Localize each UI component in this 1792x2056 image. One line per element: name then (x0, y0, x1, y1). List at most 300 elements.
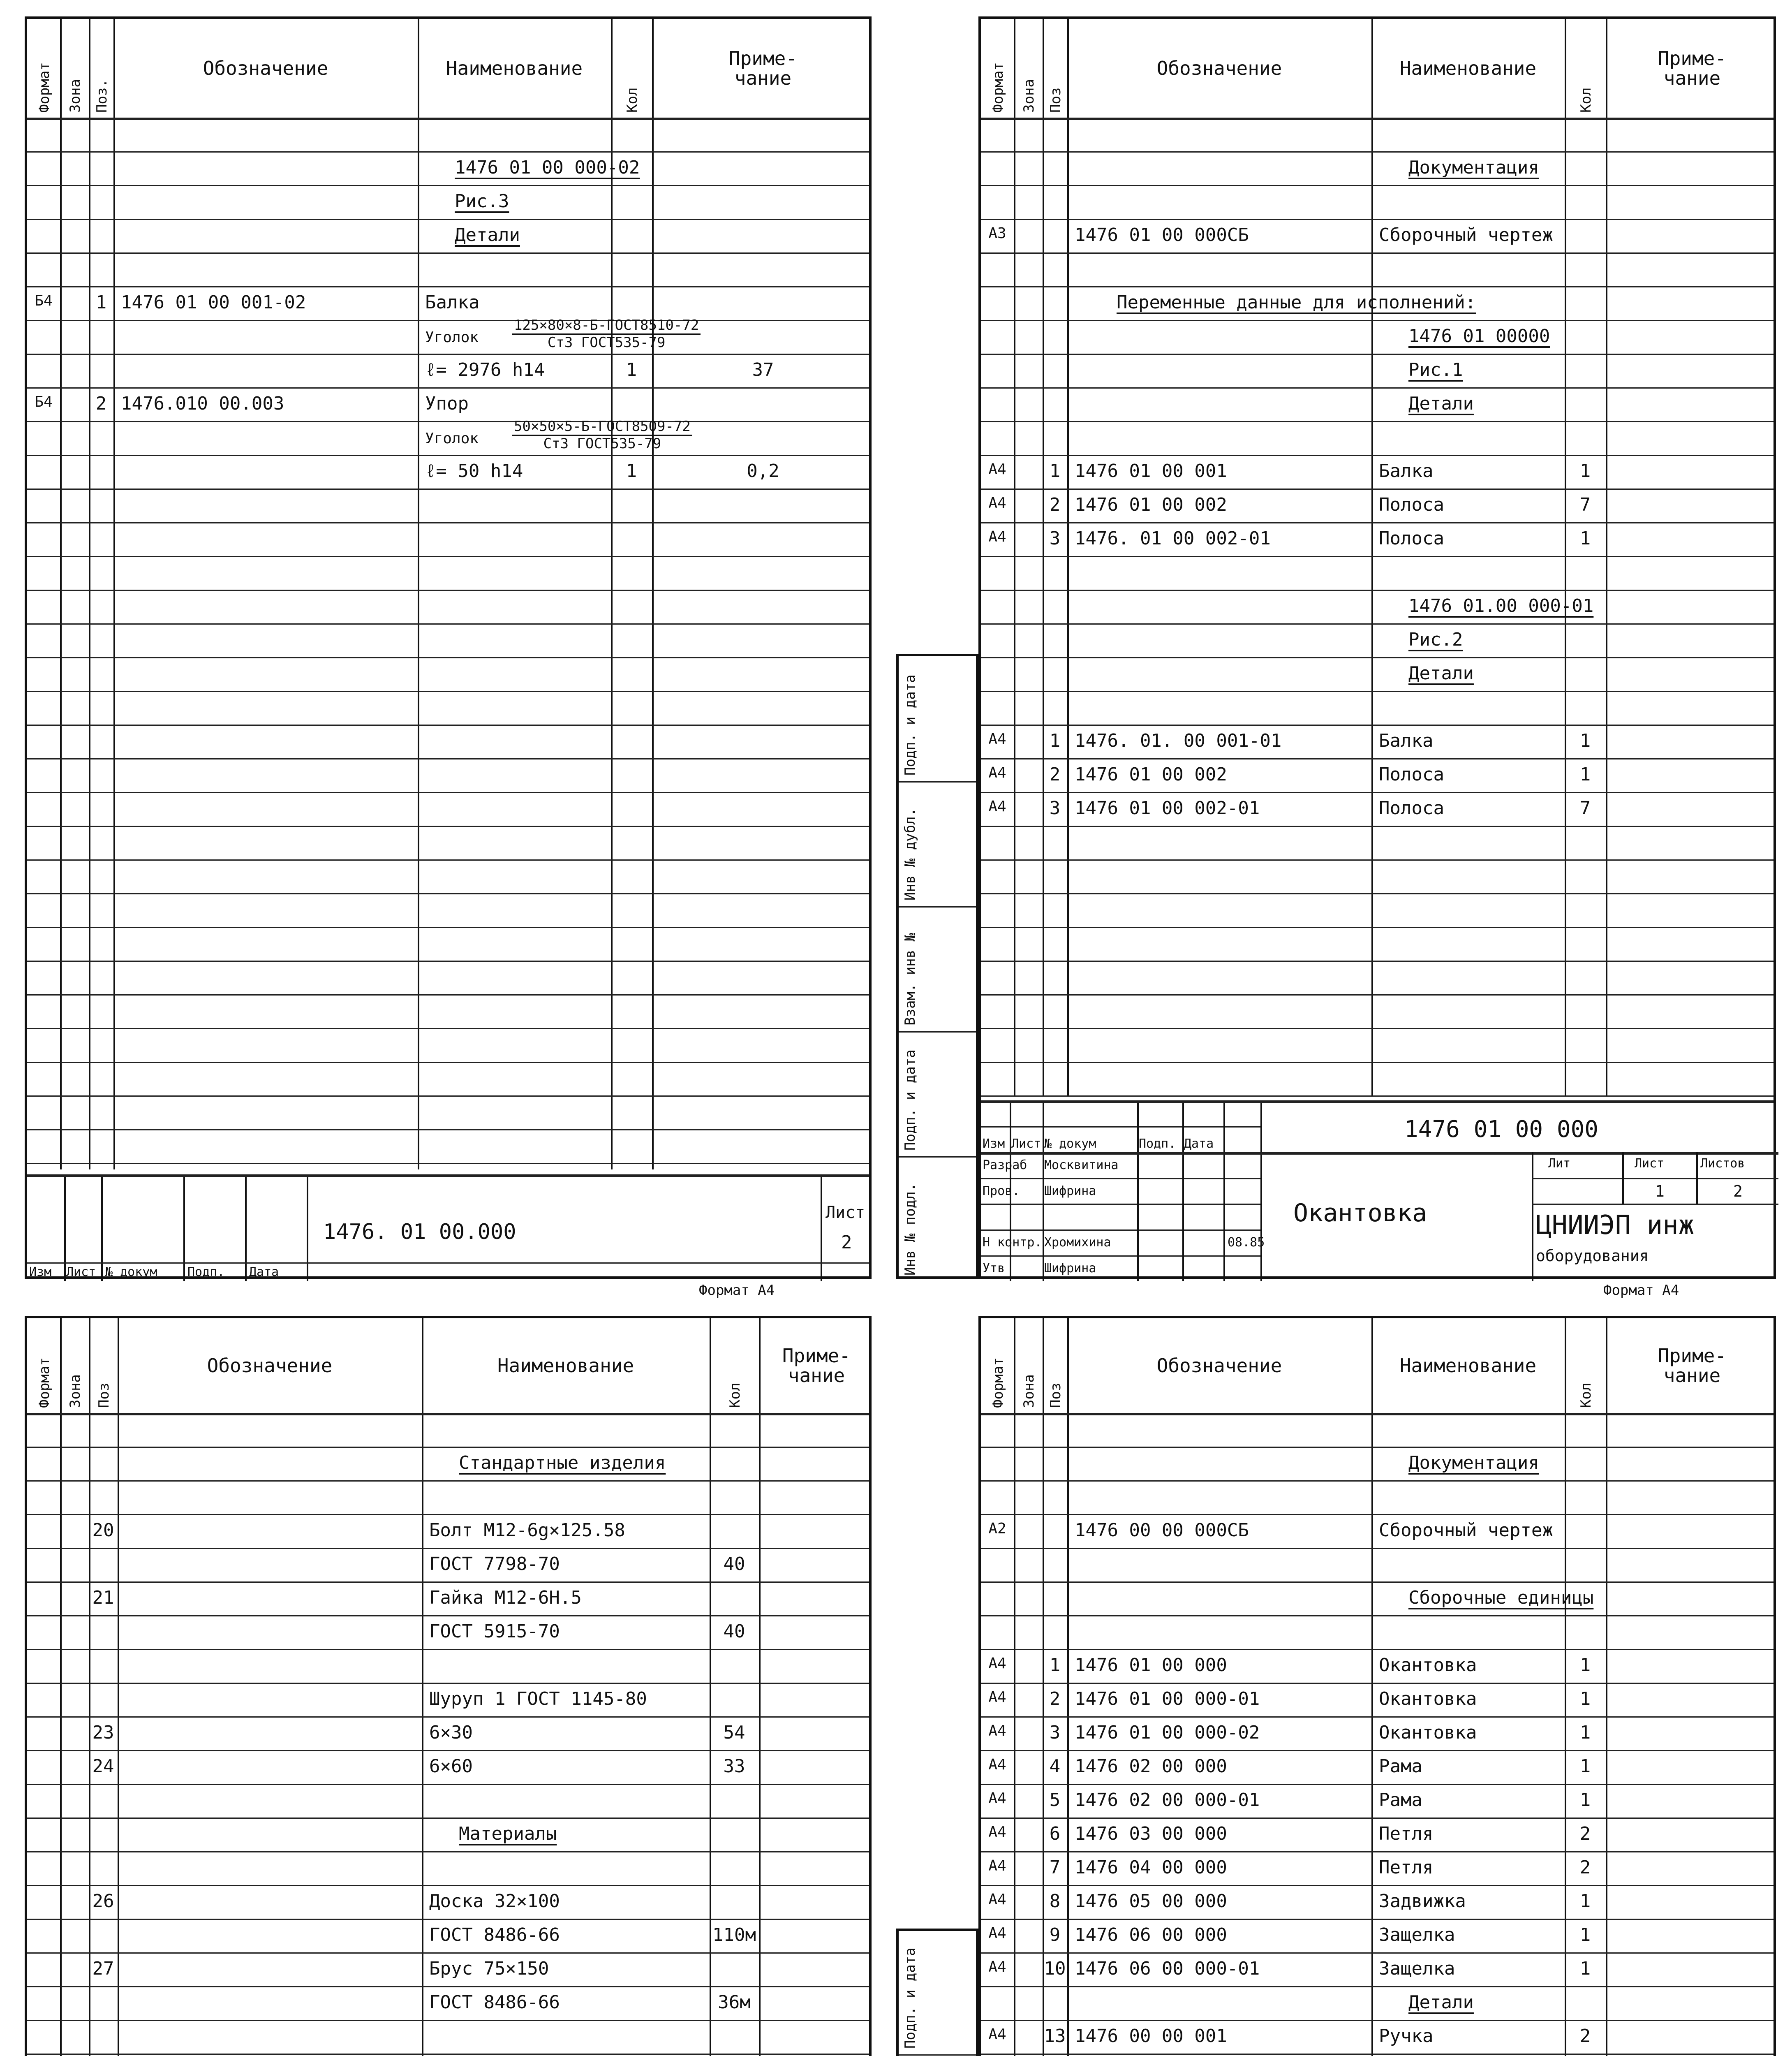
sheet2-row-rule (981, 1028, 1774, 1029)
sheet2-title-block (981, 1100, 1778, 1281)
sheet2-stamp-date: 08.85 (1228, 1235, 1265, 1250)
sheet2-sheet-number: 1 (1655, 1182, 1665, 1200)
sheet3-header-note: Приме- чание (782, 1344, 851, 1387)
sheet1-row-rule (27, 893, 869, 894)
sheet3-column-rule (118, 1318, 119, 2056)
sheet1-stamp-list: Лист (66, 1265, 96, 1279)
sheet2-cell-code: 1476 01 00 001 (1075, 461, 1227, 482)
sheet1-column-rule (60, 19, 62, 1169)
sheet2-stamp-data: Дата (1184, 1136, 1214, 1151)
sheet2-cell-fmt: А4 (988, 731, 1006, 748)
sheet1-row-rule (27, 320, 869, 321)
sheet1-row-rule (27, 1129, 869, 1130)
sheet1-row-rule (27, 556, 869, 557)
sheet2-header-pos2: Поз (1047, 87, 1064, 113)
sheet1-profile-standard: 50×50×5-Б-ГОСТ8509-72 (512, 419, 692, 436)
sheet2-row-rule (981, 522, 1774, 523)
sheet3-row-rule (27, 1784, 869, 1785)
sheet4-cell-pos: 6 (1049, 1823, 1061, 1845)
sheet1-row-rule (27, 758, 869, 759)
sheet3-header-zone: Зона (67, 1374, 83, 1408)
sheet4-frame (978, 1316, 1776, 2056)
sheet2-row-rule (981, 489, 1774, 490)
sheet2-stamp-role-nkontr: Н контр. (983, 1235, 1042, 1250)
sheet1-sheet-number: 2 (841, 1232, 852, 1253)
sheet2-header-note: Приме- чание (1658, 47, 1727, 89)
sheet4-cell-qty: 1 (1579, 1722, 1591, 1743)
sheet2-stamp-row (981, 1255, 1260, 1257)
sheet1-row-rule (27, 590, 869, 591)
sheet1-row-rule (27, 286, 869, 287)
sheet2-title-rule (981, 1100, 1774, 1103)
sheet1-row-rule (27, 725, 869, 726)
sheet3-row-rule (27, 1615, 869, 1616)
sheet2-cell-fmt: А4 (988, 461, 1006, 478)
sheet4-row-rule (981, 2054, 1774, 2055)
sheet4-row-rule (981, 1649, 1774, 1650)
sheet4-cell-code: 1476 01 00 000-01 (1075, 1688, 1260, 1710)
sheet2-lit-col (1532, 1152, 1533, 1281)
sheet4-cell-code: 1476 00 00 001 (1075, 2026, 1227, 2047)
sheet2-stamp-izm: Изм (983, 1136, 1005, 1151)
sheet3-cell-qty: 40 (723, 1621, 745, 1642)
sheet3-row-rule (27, 1952, 869, 1954)
sheet4-cell-code: 1476 06 00 000-01 (1075, 1958, 1260, 1980)
sheet2-header-format: Формат (990, 62, 1006, 113)
sheet2-row-rule (981, 961, 1774, 962)
sheet4-cell-qty: 1 (1579, 1790, 1591, 1811)
sheet3-row-rule (27, 1581, 869, 1583)
sheet3-cell-qty: 110м (712, 1924, 756, 1946)
sheet2-sheet (896, 16, 1776, 1304)
sheet4-cell-name: Детали (1408, 1992, 1474, 2013)
sheet2-stamp-list: Лист (1011, 1136, 1041, 1151)
sheet2-cell-fmt: А4 (988, 528, 1006, 546)
sheet4-cell-code: 1476 01 00 000-02 (1075, 1722, 1260, 1743)
sheet3-row-rule (27, 1716, 869, 1718)
sheet2-column-rule (1371, 19, 1373, 1095)
sheet2-row-rule (981, 455, 1774, 456)
sheet3-row-rule (27, 2020, 869, 2021)
sheet2-cell-name: 1476 01.00 000-01 (1408, 595, 1594, 617)
sheet4-cell-code: 1476 03 00 000 (1075, 1823, 1227, 1845)
sheet4-cell-name: Петля (1379, 1823, 1434, 1845)
sheet2-stamp-col (1182, 1100, 1184, 1281)
sheet3-cell-name: Брус 75×150 (429, 1958, 549, 1980)
sheet4-cell-code: 1476 04 00 000 (1075, 1857, 1227, 1878)
sheet4-cell-name: Защелка (1379, 1924, 1455, 1946)
sheet4-cell-name: Сборочный чертеж (1379, 1520, 1553, 1541)
sheet4-side-rule (899, 2054, 976, 2056)
sheet2-stamp-role-prov: Пров. (983, 1183, 1020, 1198)
sheet2-side-rule (899, 781, 976, 783)
sheet3-row-rule (27, 1447, 869, 1448)
sheet1-row-rule (27, 421, 869, 422)
sheet3-row-rule (27, 2054, 869, 2055)
sheet2-product-name: Окантовка (1293, 1198, 1427, 1227)
sheet1-material-standard: Ст3 ГОСТ535-79 (543, 435, 661, 452)
sheet2-cell-name: Сборочный чертеж (1379, 225, 1553, 246)
sheet4-cell-name: Окантовка (1379, 1688, 1477, 1710)
sheet2-row-rule (981, 792, 1774, 793)
sheet2-cell-fmt: А4 (988, 764, 1006, 782)
sheet3-cell-name: Болт М12-6g×125.58 (429, 1520, 625, 1541)
sheet4-column-rule (1565, 1318, 1566, 2056)
sheet1-cell-profile: Уголок (425, 329, 479, 346)
sheet1-title-col (64, 1174, 66, 1281)
sheet3-row-rule (27, 1649, 869, 1650)
sheet1-cell-name: Рис.3 (455, 191, 509, 212)
sheet3-frame (25, 1316, 872, 2056)
sheet2-row-rule (981, 320, 1774, 321)
sheet2-cell-fmt: А4 (988, 495, 1006, 512)
sheet4-header-name: Наименование (1399, 1354, 1537, 1377)
sheet4-row-rule (981, 2020, 1774, 2021)
sheet2-stamp-role-utv: Утв (983, 1261, 1005, 1276)
sheet1-header-format: Формат (36, 62, 53, 113)
sheet2-stamp-listov: Листов (1700, 1156, 1745, 1171)
sheet4-cell-qty: 2 (1579, 1857, 1591, 1878)
sheet4-column-rule (1371, 1318, 1373, 2056)
sheet2-row-rule (981, 927, 1774, 928)
sheet2-cell-pos: 3 (1049, 528, 1061, 549)
sheet2-stamp-list2: Лист (1635, 1156, 1665, 1171)
sheet3-column-rule (422, 1318, 423, 2056)
sheet2-row-rule (981, 657, 1774, 658)
sheet3-row-rule (27, 1885, 869, 1886)
sheet1-material-standard: Ст3 ГОСТ535-79 (547, 334, 666, 351)
sheet4-cell-fmt: А4 (988, 1790, 1006, 1807)
sheet3-header-format: Формат (36, 1357, 53, 1408)
sheet1-row-rule (27, 185, 869, 186)
sheet4-row-rule (981, 1581, 1774, 1583)
sheet4-cell-fmt: А4 (988, 2026, 1006, 2043)
sheet4-cell-fmt: А2 (988, 1520, 1006, 1537)
sheet4-cell-fmt: А4 (988, 1824, 1006, 1841)
sheet2-header-qty: Кол (1578, 87, 1594, 113)
sheet4-cell-pos: 5 (1049, 1790, 1061, 1811)
sheet2-cell-name: Документация (1408, 157, 1539, 178)
sheet1-column-rule (418, 19, 419, 1169)
sheet1-row-rule (27, 859, 869, 861)
sheet4-row-rule (981, 1447, 1774, 1448)
sheet1-row-rule (27, 1062, 869, 1063)
sheet2-side-label: Взам. инв № (902, 933, 918, 1026)
sheet3-header-rule (27, 1413, 869, 1415)
sheet2-cell-pos: 2 (1049, 764, 1061, 785)
sheet4-cell-code: 1476 00 00 000СБ (1075, 1520, 1249, 1541)
sheet2-column-rule (1565, 19, 1566, 1095)
sheet3-header-qty: Кол (727, 1382, 743, 1408)
sheet4-cell-pos: 1 (1049, 1655, 1061, 1676)
sheet1-cell-note: 37 (752, 359, 774, 381)
sheet2-row-rule (981, 185, 1774, 186)
sheet1-title-block (27, 1174, 874, 1281)
sheet1-header-name: Наименование (446, 57, 583, 79)
sheet1-stamp-ndoc: № докум (105, 1265, 157, 1279)
sheet2-row-rule (981, 758, 1774, 759)
sheet2-cell-name: 1476 01 00000 (1408, 326, 1550, 347)
sheet2-header-designation: Обозначение (1156, 57, 1282, 79)
sheet2-cell-name: Рис.1 (1408, 359, 1463, 381)
sheet1-cell-name: Балка (425, 292, 480, 313)
sheet2-column-rule (1014, 19, 1015, 1095)
sheet2-frame (978, 16, 1776, 1279)
sheet4-cell-fmt: А4 (988, 1756, 1006, 1774)
sheet2-cell-fmt: А3 (988, 225, 1006, 242)
sheet1-row-rule (27, 387, 869, 389)
sheet2-header-rule (981, 118, 1774, 120)
sheet3-cell-name: ГОСТ 7798-70 (429, 1554, 560, 1575)
sheet2-stamp-row (981, 1126, 1260, 1128)
sheet2-row-rule (981, 151, 1774, 153)
sheet4-cell-pos: 4 (1049, 1756, 1061, 1777)
sheet2-cell-name: Рис.2 (1408, 629, 1463, 651)
sheet1-row-rule (27, 961, 869, 962)
sheet3-row-rule (27, 1818, 869, 1819)
sheet2-lit-rule (1532, 1204, 1778, 1205)
sheet4-cell-qty: 2 (1579, 2026, 1591, 2047)
sheet4-cell-name: Рама (1379, 1756, 1422, 1777)
sheet2-cell-code: 1476. 01. 00 001-01 (1075, 730, 1282, 752)
sheet3-cell-pos: 24 (92, 1756, 114, 1777)
sheet3-cell-pos: 23 (92, 1722, 114, 1743)
sheet1-title-col (101, 1174, 103, 1281)
sheet4-column-rule (1606, 1318, 1607, 2056)
sheet1-cell-pos: 2 (95, 393, 107, 414)
sheet1-row-rule (27, 252, 869, 254)
sheet1-stamp-data: Дата (249, 1265, 279, 1279)
sheet1-cell-profile: Уголок (425, 430, 479, 447)
sheet4-row-rule (981, 1986, 1774, 1987)
sheet2-sheet-count: 2 (1733, 1182, 1743, 1200)
sheet3-cell-name: ГОСТ 8486-66 (429, 1992, 560, 2013)
sheet4-cell-code: 1476 05 00 000 (1075, 1891, 1227, 1912)
sheet2-row-rule (981, 354, 1774, 355)
sheet2-cell-fmt: А4 (988, 798, 1006, 815)
sheet1-document-code: 1476. 01 00.000 (323, 1220, 516, 1244)
sheet2-stamp-person-prov: Шифрина (1044, 1183, 1096, 1198)
sheet3-cell-pos: 27 (92, 1958, 114, 1980)
sheet2-row-rule (981, 387, 1774, 389)
sheet4-cell-code: 1476 01 00 000 (1075, 1655, 1227, 1676)
sheet2-stamp-person-nkontr: Хромихина (1044, 1235, 1111, 1250)
sheet1-stamp-podp: Подп. (187, 1265, 225, 1279)
sheet4-cell-qty: 1 (1579, 1756, 1591, 1777)
sheet4-cell-pos: 3 (1049, 1722, 1061, 1743)
sheet1-title-col (183, 1174, 185, 1281)
sheet2-stamp-row (981, 1178, 1260, 1179)
sheet1-row-rule (27, 489, 869, 490)
sheet4-cell-code: 1476 06 00 000 (1075, 1924, 1227, 1946)
sheet4-column-rule (1014, 1318, 1015, 2056)
sheet2-row-rule (981, 623, 1774, 625)
sheet4-cell-name: Рама (1379, 1790, 1422, 1811)
sheet2-header-zone: Зона (1021, 79, 1037, 113)
sheet4-cell-name: Сборочные единицы (1408, 1587, 1594, 1609)
sheet2-row-rule (981, 1095, 1774, 1097)
sheet4-cell-name: Защелка (1379, 1958, 1455, 1980)
sheet1-cell-code: 1476 01 00 001-02 (121, 292, 306, 313)
sheet2-side-label: Инв № дубл. (902, 808, 918, 901)
sheet2-stamp-role-razrab: Разраб (983, 1158, 1027, 1172)
sheet2-cell-qty: 7 (1579, 494, 1591, 516)
sheet2-cell-qty: 1 (1579, 461, 1591, 482)
sheet2-side-label: Инв № подл. (902, 1183, 918, 1276)
sheet1-column-rule (89, 19, 90, 1169)
sheet2-format-label: Формат А4 (1603, 1282, 1679, 1299)
sheet4-row-rule (981, 1851, 1774, 1852)
sheet4-cell-pos: 13 (1044, 2026, 1066, 2047)
sheet2-cell-code: 1476 01 00 002-01 (1075, 798, 1260, 819)
sheet4-row-rule (981, 1919, 1774, 1920)
sheet2-cell-code: 1476. 01 00 002-01 (1075, 528, 1271, 549)
sheet4-cell-fmt: А4 (988, 1689, 1006, 1706)
sheet2-cell-pos: 3 (1049, 798, 1061, 819)
sheet1-row-rule (27, 1163, 869, 1164)
sheet1-cell-name: Упор (425, 393, 469, 414)
sheet3-row-rule (27, 1514, 869, 1515)
sheet4-header-zone: Зона (1021, 1374, 1037, 1408)
sheet1-stamp-izm: Изм (29, 1265, 52, 1279)
sheet1-header-zone: Зона (67, 79, 83, 113)
sheet2-cell-name: Балка (1379, 730, 1434, 752)
sheet1-cell-name: ℓ= 2976 h14 (425, 359, 545, 381)
sheet3-cell-name: ГОСТ 5915-70 (429, 1621, 560, 1642)
sheet4-cell-pos: 2 (1049, 1688, 1061, 1710)
sheet4-header-designation: Обозначение (1156, 1354, 1282, 1377)
sheet3-row-rule (27, 1986, 869, 1987)
sheet4-column-rule (1043, 1318, 1044, 2056)
sheet2-stamp-row (981, 1204, 1260, 1205)
sheet3-column-rule (60, 1318, 62, 2056)
sheet4-cell-name: Окантовка (1379, 1655, 1477, 1676)
sheet2-side-rule (899, 906, 976, 908)
sheet2-cell-pos: 1 (1049, 461, 1061, 482)
sheet4-row-rule (981, 1683, 1774, 1684)
sheet2-row-rule (981, 590, 1774, 591)
sheet1-column-rule (113, 19, 115, 1169)
sheet1-sheet-label: Лист (825, 1203, 865, 1222)
sheet2-cell-qty: 1 (1579, 764, 1591, 785)
sheet2-lit-col (1696, 1152, 1698, 1204)
sheet3-cell-name: 6×60 (429, 1756, 473, 1777)
sheet1-cell-name: ℓ= 50 h14 (425, 461, 523, 482)
sheet2-row-rule (981, 859, 1774, 861)
sheet2-stamp-person-razrab: Москвитина (1044, 1158, 1119, 1172)
sheet4-cell-fmt: А4 (988, 1925, 1006, 1942)
sheet4-side-label: Подп. и дата (902, 1947, 918, 2049)
sheet2-row-rule (981, 556, 1774, 557)
sheet1-cell-fmt: Б4 (35, 292, 53, 310)
sheet2-cell-name: Полоса (1379, 798, 1444, 819)
sheet1-row-rule (27, 1095, 869, 1097)
sheet1-column-rule (652, 19, 654, 1169)
sheet1-cell-qty: 1 (626, 359, 637, 381)
sheet4-row-rule (981, 1784, 1774, 1785)
sheet1-row-rule (27, 792, 869, 793)
sheet2-variable-data-heading: Переменные данные для исполнений: (1117, 292, 1476, 313)
sheet2-cell-code: 1476 01 00 000СБ (1075, 225, 1249, 246)
sheet3-cell-qty: 33 (723, 1756, 745, 1777)
sheet3-sheet (25, 1316, 872, 2056)
sheet2-row-rule (981, 219, 1774, 220)
sheet4-row-rule (981, 1548, 1774, 1549)
sheet1-header-note: Приме- чание (728, 47, 798, 89)
sheet1-row-rule (27, 151, 869, 153)
sheet1-row-rule (27, 219, 869, 220)
sheet2-row-rule (981, 1062, 1774, 1063)
sheet3-cell-name: Доска 32×100 (429, 1891, 560, 1912)
sheet2-column-rule (1043, 19, 1044, 1095)
sheet1-header-qty: Кол (624, 87, 640, 113)
sheet3-row-rule (27, 1750, 869, 1751)
sheet1-profile-fraction (512, 419, 692, 452)
sheet2-stamp-col (1137, 1100, 1139, 1281)
sheet2-lit-col (1622, 1152, 1624, 1204)
sheet4-cell-name: Петля (1379, 1857, 1434, 1878)
sheet4-header-rule (981, 1413, 1774, 1415)
sheet2-cell-name: Детали (1408, 393, 1474, 414)
sheet1-title-col (245, 1174, 247, 1281)
sheet2-stamp-person-utv: Шифрина (1044, 1261, 1096, 1276)
sheet3-column-rule (89, 1318, 90, 2056)
sheet2-cell-code: 1476 01 00 002 (1075, 764, 1227, 785)
sheet2-cell-pos: 2 (1049, 494, 1061, 516)
sheet2-row-rule (981, 691, 1774, 692)
sheet2-lit-rule (1532, 1178, 1778, 1179)
sheet2-cell-name: Балка (1379, 461, 1434, 482)
sheet2-cell-name: Детали (1408, 663, 1474, 684)
sheet2-stamp-lit: Лит (1548, 1156, 1571, 1171)
sheet1-title-mid-rule (27, 1262, 869, 1264)
sheet2-cell-qty: 7 (1579, 798, 1591, 819)
sheet4-cell-qty: 1 (1579, 1958, 1591, 1980)
sheet1-format-label: Формат А4 (699, 1282, 775, 1299)
sheet2-side-label: Подп. и дата (902, 674, 918, 776)
sheet2-row-rule (981, 893, 1774, 894)
sheet2-document-code: 1476 01 00 000 (1404, 1116, 1599, 1143)
sheet4-cell-pos: 8 (1049, 1891, 1061, 1912)
sheet1-column-rule (611, 19, 613, 1169)
sheet2-column-rule (1067, 19, 1069, 1095)
sheet2-stamp-col (1260, 1100, 1262, 1281)
sheet3-cell-name: Гайка М12-6Н.5 (429, 1587, 582, 1609)
sheet3-cell-pos: 20 (92, 1520, 114, 1541)
sheet1-title-col (307, 1174, 308, 1281)
sheet4-cell-name: Задвижка (1379, 1891, 1466, 1912)
sheet1-row-rule (27, 691, 869, 692)
sheet1-row-rule (27, 657, 869, 658)
sheet3-cell-qty: 54 (723, 1722, 745, 1743)
sheet1-profile-standard: 125×80×8-Б-ГОСТ8510-72 (512, 317, 701, 335)
sheet3-cell-name: Шуруп 1 ГОСТ 1145-80 (429, 1688, 647, 1710)
sheet4-header-pos2: Поз (1047, 1382, 1064, 1408)
sheet2-row-rule (981, 826, 1774, 827)
sheet2-row-rule (981, 421, 1774, 422)
sheet2-row-rule (981, 994, 1774, 996)
sheet4-cell-fmt: А4 (988, 1655, 1006, 1672)
sheet4-row-rule (981, 1885, 1774, 1886)
sheet2-stamp-podp: Подп. (1139, 1136, 1176, 1151)
sheet2-side-column (896, 654, 978, 1279)
sheet4-column-rule (1067, 1318, 1069, 2056)
sheet1-profile-fraction (512, 317, 701, 351)
sheet1-cell-note: 0,2 (747, 461, 779, 482)
sheet3-row-rule (27, 1548, 869, 1549)
sheet4-cell-qty: 1 (1579, 1924, 1591, 1946)
sheet2-organization: ЦНИИЭП инж (1536, 1210, 1695, 1241)
